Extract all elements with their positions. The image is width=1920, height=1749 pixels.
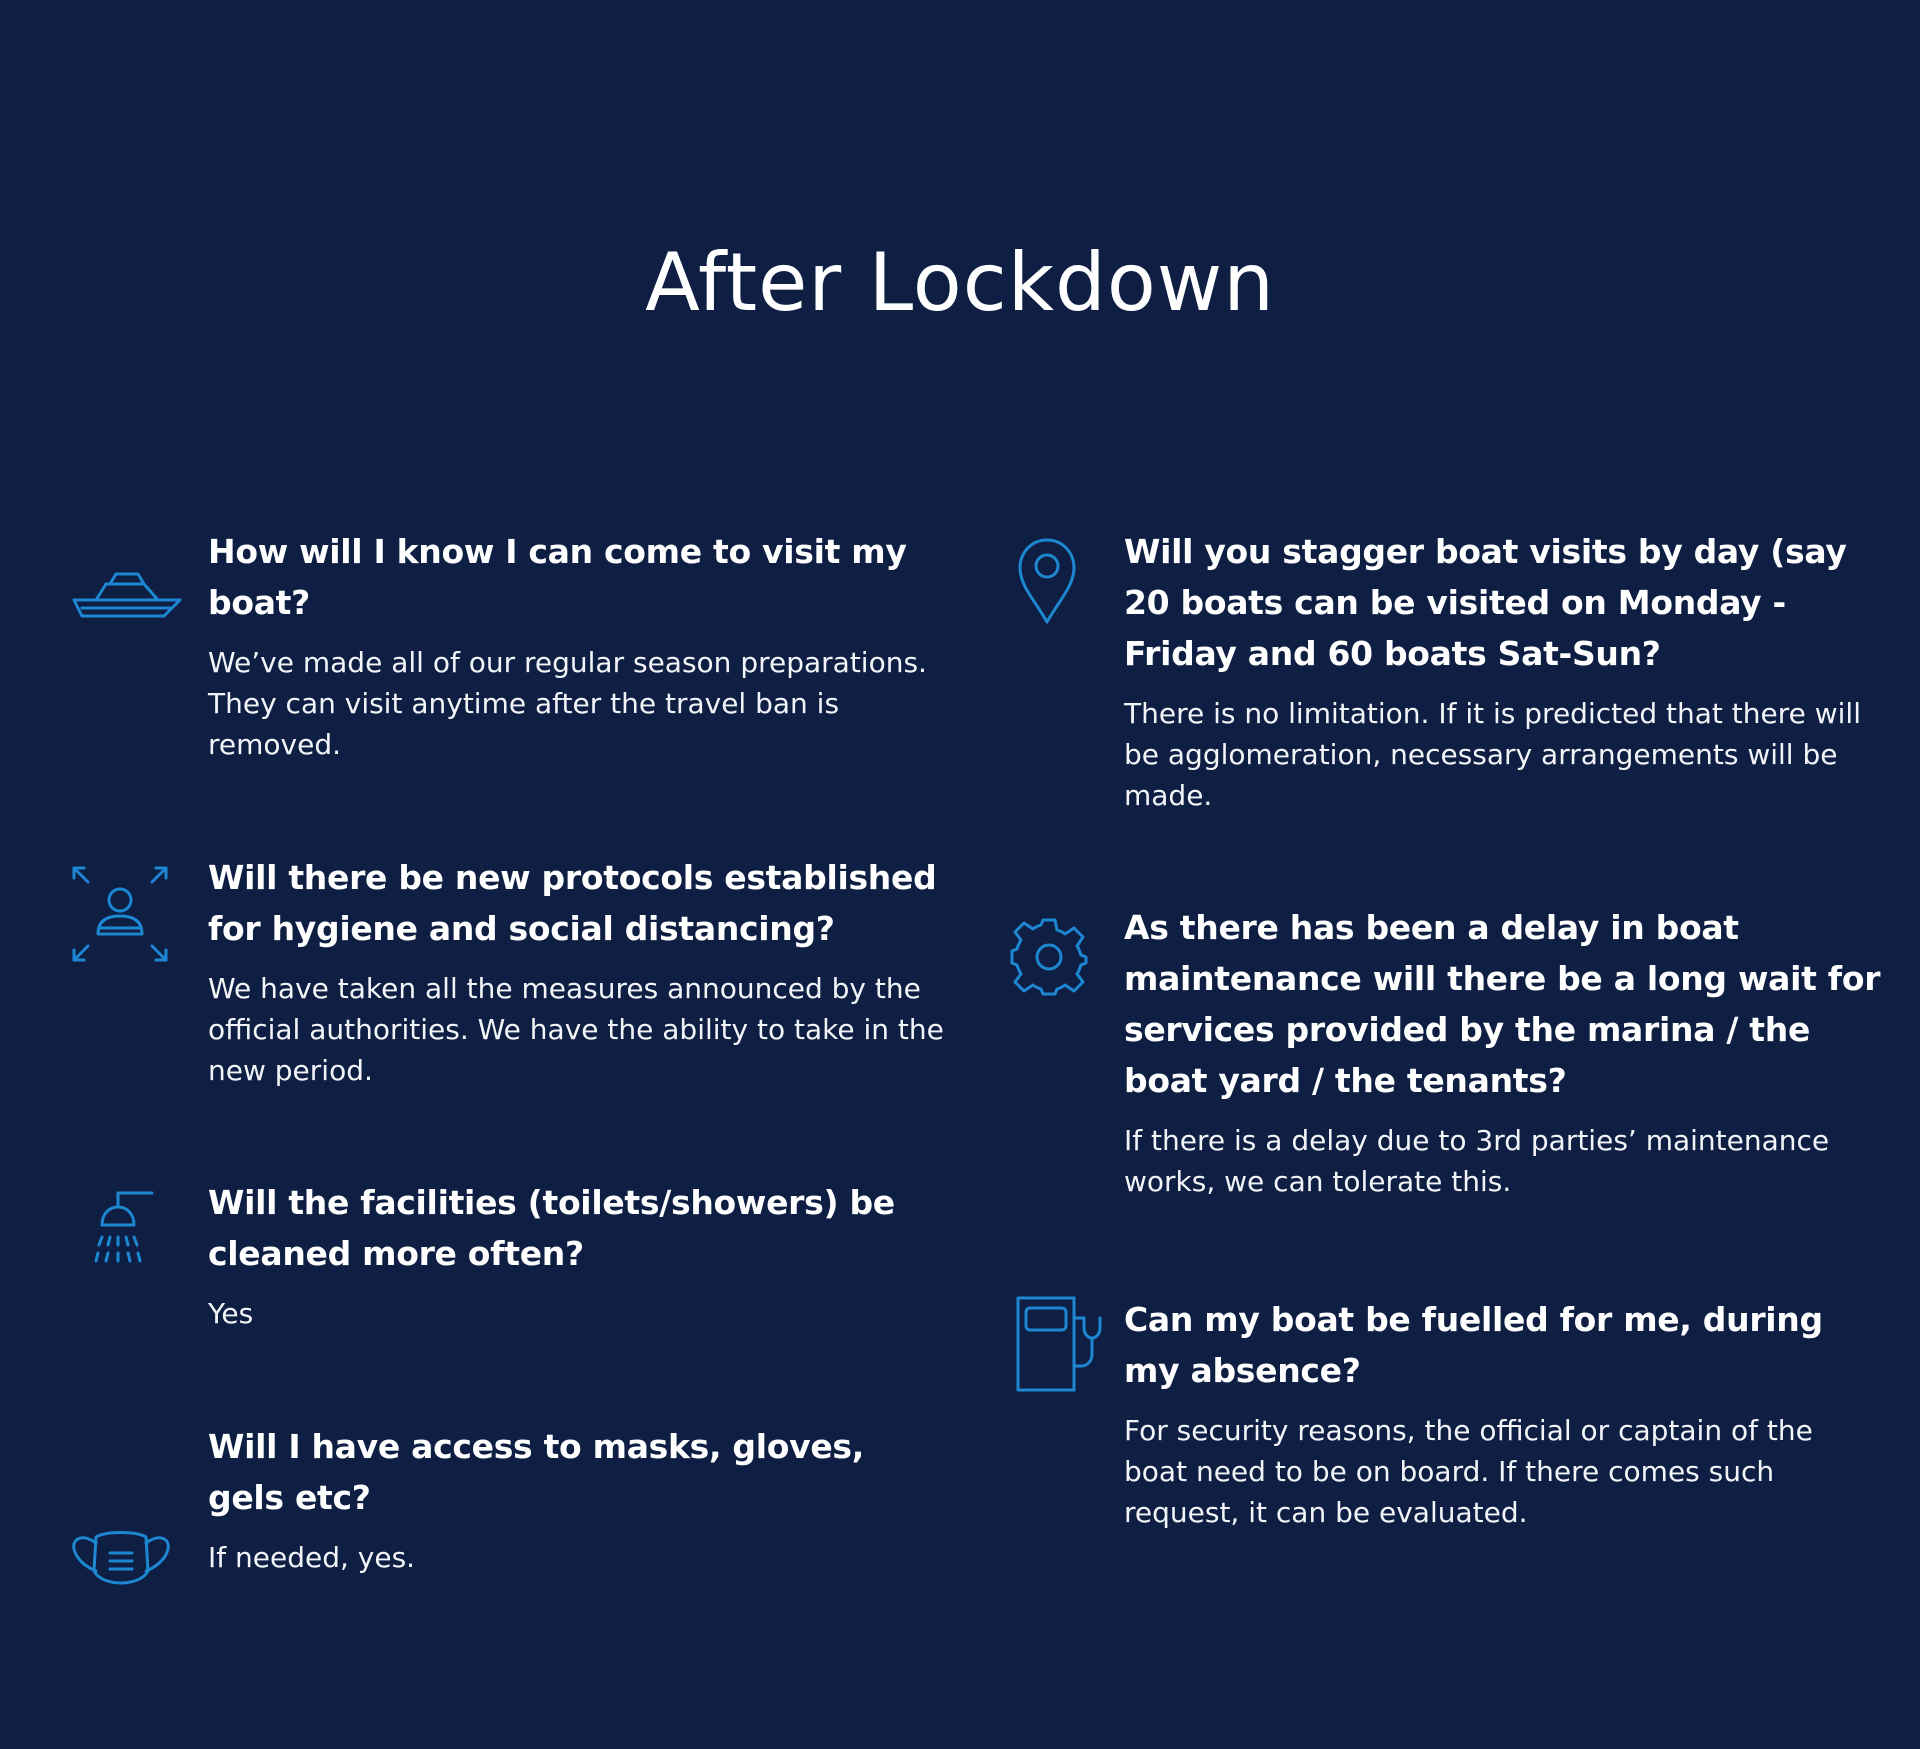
faq-answer: Yes xyxy=(208,1297,254,1330)
faq-item-stagger xyxy=(0,526,1920,846)
page-title: After Lockdown xyxy=(645,236,1275,329)
faq-item-maintenance xyxy=(0,902,1920,1222)
faq-question: As there has been a delay in boat maintenance will there be a long wait for services provided by the marina / the boat yard / the tenants? xyxy=(1124,908,1881,1100)
faq-question: Will I have access to masks, gloves, gels etc? xyxy=(208,1427,865,1517)
faq-answer: We’ve made all of our regular season preparations. They can visit anytime after the travel ban is removed. xyxy=(208,646,927,761)
faq-question: Can my boat be fuelled for me, during my absence? xyxy=(1124,1300,1823,1390)
faq-answer: We have taken all the measures announced by the official authorities. We have the ability to take in the new period. xyxy=(208,972,944,1087)
faq-answer: There is no limitation. If it is predicted that there will be agglomeration, necessary arrangements will be made. xyxy=(1124,697,1861,812)
faq-question: How will I know I can come to visit my boat? xyxy=(208,532,907,622)
faq-question: Will the facilities (toilets/showers) be cleaned more often? xyxy=(208,1183,895,1273)
faq-item-fuel xyxy=(0,1294,1920,1554)
faq-question: Will you stagger boat visits by day (say 20 boats can be visited on Monday -Friday and 60 boats Sat-Sun? xyxy=(1124,532,1847,673)
faq-question: Will there be new protocols established for hygiene and social distancing? xyxy=(208,858,937,948)
faq-answer: For security reasons, the official or captain of the boat need to be on board. If there comes such request, it can be evaluated. xyxy=(1124,1414,1813,1529)
faq-answer: If there is a delay due to 3rd parties’ maintenance works, we can tolerate this. xyxy=(1124,1124,1830,1198)
fuel-pump-icon xyxy=(1014,1294,1108,1394)
gear-icon xyxy=(1008,916,1090,998)
faq-answer: If needed, yes. xyxy=(208,1541,416,1574)
location-pin-icon xyxy=(1016,536,1078,626)
